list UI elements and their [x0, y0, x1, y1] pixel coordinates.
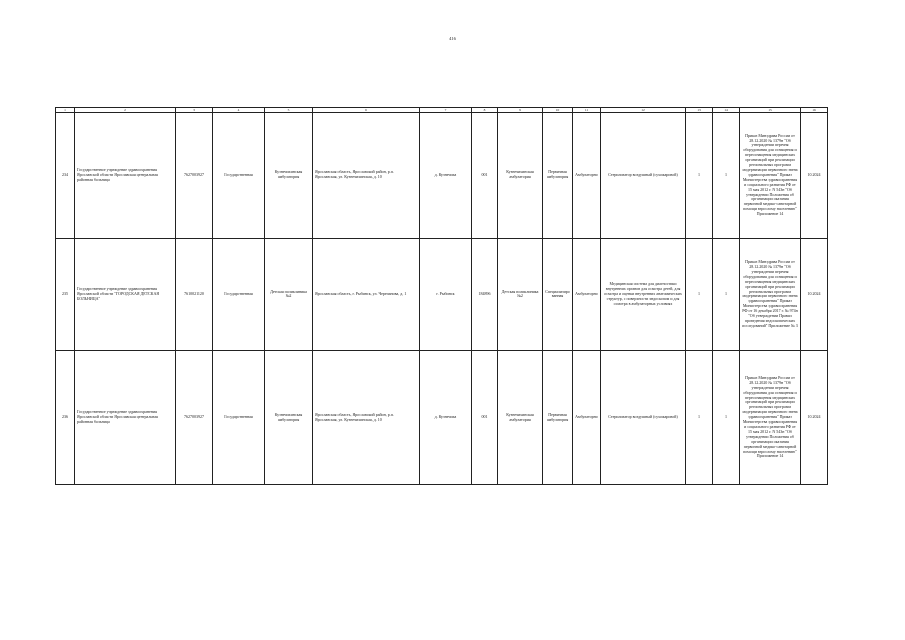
quantity: 1: [686, 351, 713, 485]
column-number: 12: [601, 108, 686, 113]
address: Ярославская область, Ярославский район, р.п. Ярославская, ул. Кузнечихинская, д. 10: [313, 113, 420, 239]
care-type: Амбулаторно: [573, 113, 601, 239]
care-type: Амбулаторно: [573, 351, 601, 485]
equipment-name: Стерилизатор воздушный (сухожаровой): [601, 113, 686, 239]
quantity: 1: [713, 238, 740, 351]
table-row: [56, 351, 828, 485]
quantity: 1: [713, 113, 740, 239]
row-number: 235: [56, 238, 75, 351]
equipment-name: Стерилизатор воздушный (сухожаровой): [601, 351, 686, 485]
organization-name: Государственное учреждение здравоохранения Ярославской области "ГОРОДСКАЯ ДЕТСКАЯ БОЛЬНИЦА": [75, 238, 176, 351]
division-name: Детская поликлиника №2: [265, 238, 313, 351]
equipment-name: Медицинская система для диагностики внутренних органов для осмотра детей, для осмотра и оценки внутренних анатомических структур, с поверхности эндоскопом и для осмотра в амбулаторных условиях: [601, 238, 686, 351]
page-number: 416: [449, 36, 456, 41]
quantity: 1: [713, 351, 740, 485]
locality: д. Кузнечиха: [420, 351, 472, 485]
oktmo-code: 001: [472, 351, 498, 485]
legal-basis: Приказ Минздрава России от 28.12.2020 № 1379н "Об утверждении перечня оборудования для оснащения и переоснащения медицинских организаций при реализации региональных программ модернизации первичного звена здравоохранения" Приказ Министерства здравоохранения и социального развития РФ от 15 мая 2012 г. N 543н "Об утверждении Положения об организации оказания первичной медико-санитарной помощи взрослому населению" Приложение 14: [740, 351, 801, 485]
address: Ярославская область, Ярославский район, р.п. Ярославская, ул. Кузнечихинская, д. 10: [313, 351, 420, 485]
column-number: 7: [420, 108, 472, 113]
division-name: Кузнечихинская амбулатория: [265, 351, 313, 485]
care-form: Первичная амбулатория: [543, 351, 573, 485]
oktmo-code: 184896: [472, 238, 498, 351]
unit-type: Кузнечихинская амбулатория: [498, 351, 543, 485]
delivery-date: 10.2024: [801, 351, 828, 485]
column-number: 10: [543, 108, 573, 113]
organization-name: Государственное учреждение здравоохранения Ярославской области Ярославская центральная районная больница: [75, 113, 176, 239]
delivery-date: 10.2024: [801, 113, 828, 239]
locality: д. Кузнечиха: [420, 113, 472, 239]
column-number: 3: [176, 108, 213, 113]
table-row: [56, 113, 828, 239]
locality: г. Рыбинск: [420, 238, 472, 351]
column-number: 15: [740, 108, 801, 113]
column-number: 14: [713, 108, 740, 113]
quantity: 1: [686, 113, 713, 239]
row-number: 236: [56, 351, 75, 485]
legal-basis: Приказ Минздрава России от 28.12.2020 № 1379н "Об утверждении перечня оборудования для оснащения и переоснащения медицинских организаций при реализации региональных программ модернизации первичного звена здравоохранения" Приказ Министерства здравоохранения РФ от 16 декабря 2017 г. № 974н "Об утверждении Правил проведения эндоскопических исследований" Приложение № 3: [740, 238, 801, 351]
column-number: 6: [313, 108, 420, 113]
inn-code: 7610021120: [176, 238, 213, 351]
inn-code: 7627003927: [176, 113, 213, 239]
column-number: 11: [573, 108, 601, 113]
column-number: 9: [498, 108, 543, 113]
legal-basis: Приказ Минздрава России от 28.12.2020 № 1379н "Об утверждении перечня оборудования для оснащения и переоснащения медицинских организаций при реализации региональных программ модернизации первичного звена здравоохранения" Приказ Министерства здравоохранения и социального развития РФ от 15 мая 2012 г. N 543н "Об утверждении Положения об организации оказания первичной медико-санитарной помощи взрослому населению" Приложение 14: [740, 113, 801, 239]
address: Ярославская область, г. Рыбинск, ул. Черепанова, д. 1: [313, 238, 420, 351]
equipment-registry-table: [55, 107, 828, 485]
table-row: [56, 238, 828, 351]
column-number: 2: [75, 108, 176, 113]
care-form: Специализированная: [543, 238, 573, 351]
row-number: 234: [56, 113, 75, 239]
column-number: 13: [686, 108, 713, 113]
organization-name: Государственное учреждение здравоохранения Ярославской области Ярославская центральная районная больница: [75, 351, 176, 485]
inn-code: 7627003927: [176, 351, 213, 485]
ownership-form: Государственная: [213, 238, 265, 351]
column-number: 1: [56, 108, 75, 113]
column-number: 16: [801, 108, 828, 113]
care-type: Амбулаторно: [573, 238, 601, 351]
ownership-form: Государственная: [213, 351, 265, 485]
column-number: 5: [265, 108, 313, 113]
delivery-date: 10.2024: [801, 238, 828, 351]
column-number: 8: [472, 108, 498, 113]
unit-type: Детская поликлиника №2: [498, 238, 543, 351]
column-number: 4: [213, 108, 265, 113]
ownership-form: Государственная: [213, 113, 265, 239]
division-name: Кузнечихинская амбулатория: [265, 113, 313, 239]
care-form: Первичная амбулатория: [543, 113, 573, 239]
unit-type: Кузнечихинская амбулатория: [498, 113, 543, 239]
oktmo-code: 001: [472, 113, 498, 239]
quantity: 1: [686, 238, 713, 351]
